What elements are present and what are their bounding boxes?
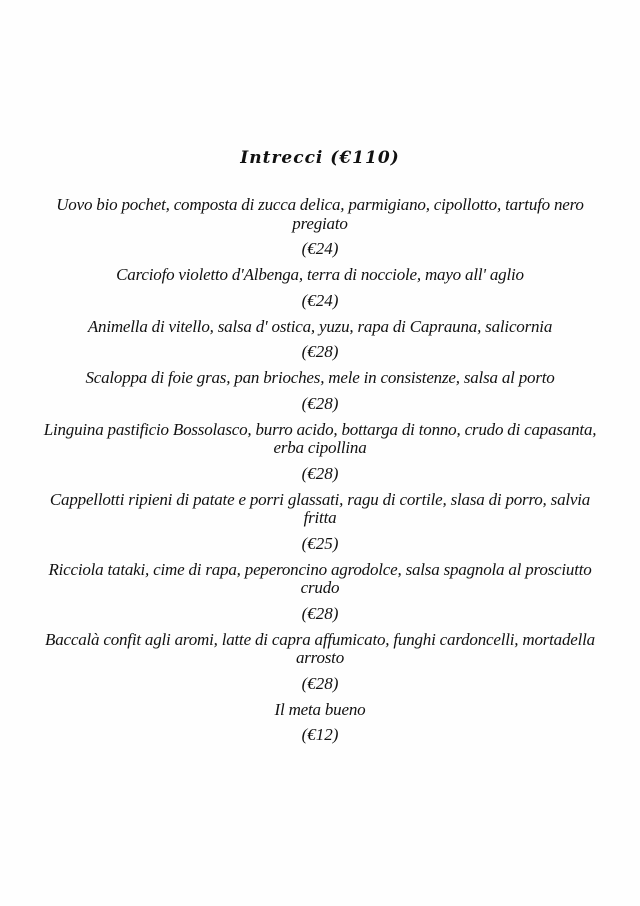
dish-price: (€24) xyxy=(301,239,339,258)
dish-price: (€28) xyxy=(301,673,339,693)
dish-name: Animella di vitello, salsa d' ostica, yuzu, rapa di Caprauna, salicornia xyxy=(87,316,553,336)
dish-name: Ricciola tataki, cime di rapa, peperoncino agrodolce, salsa spagnola al prosciutto crudo xyxy=(48,559,592,597)
dish-name: Carciofo violetto d'Albenga, terra di nocciole, mayo all' aglio xyxy=(116,265,524,284)
dish-name: Scaloppa di foie gras, pan brioches, mele in consistenze, salsa al porto xyxy=(85,368,555,387)
dish-name: Uovo bio pochet, composta di zucca delica, parmigiano, cipollotto, tartufo nero pregiato xyxy=(56,195,584,233)
dish-price: (€28) xyxy=(301,603,339,623)
dish-price: (€25) xyxy=(301,533,339,553)
menu-item xyxy=(30,631,610,693)
menu-item xyxy=(30,266,610,310)
menu-item xyxy=(30,196,610,258)
dish-price: (€28) xyxy=(301,342,339,361)
dish-price: (€12) xyxy=(301,725,339,744)
menu-item xyxy=(30,561,610,623)
menu-item xyxy=(30,369,610,413)
menu-item xyxy=(30,421,610,483)
dish-name: Il meta bueno xyxy=(274,699,366,719)
dish-name: Cappellotti ripieni di patate e porri glassati, ragu di cortile, slasa di porro, salvia fritta xyxy=(49,489,591,527)
menu-item xyxy=(30,318,610,362)
section-title: Intrecci (€110) xyxy=(240,148,400,168)
menu-section xyxy=(30,146,610,752)
menu-item xyxy=(30,491,610,553)
dish-name: Baccalà confit agli aromi, latte di capra affumicato, funghi cardoncelli, mortadella arrosto xyxy=(45,629,595,667)
dish-price: (€28) xyxy=(301,463,339,483)
dish-price: (€28) xyxy=(301,393,339,413)
menu-item xyxy=(30,701,610,745)
dish-name: Linguina pastificio Bossolasco, burro acido, bottarga di tonno, crudo di capasanta, erba cipollina xyxy=(43,419,597,457)
dish-price: (€24) xyxy=(301,290,339,310)
